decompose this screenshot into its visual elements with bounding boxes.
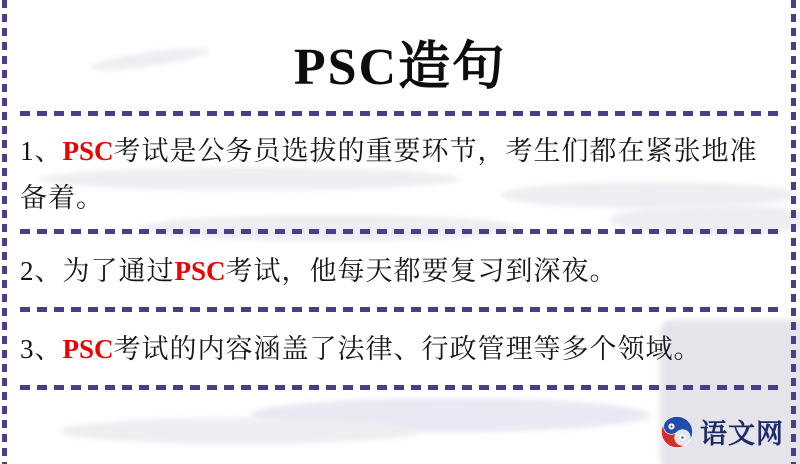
sentence-text: 考试是公务员选拔的重要环节，考生们都在紧张地准备着。	[20, 136, 758, 213]
sentence-number: 2、	[20, 256, 63, 286]
sentence-prefix: 为了通过	[62, 256, 175, 286]
sentence-text: 考试的内容涵盖了法律、行政管理等多个领域。	[113, 334, 702, 364]
divider-line	[20, 111, 780, 116]
example-sentence-1	[20, 128, 778, 222]
example-sentence-3	[20, 330, 778, 368]
divider-line	[20, 385, 780, 390]
example-sentence-2	[20, 252, 778, 290]
site-logo	[660, 412, 784, 451]
sentence-text: 考试，他每天都要复习到深夜。	[225, 256, 618, 286]
keyword-psc: PSC	[62, 334, 114, 364]
yin-yang-fish-icon	[660, 415, 694, 449]
page-title: PSC造句	[293, 39, 507, 96]
site-logo-label: 语文网	[700, 419, 784, 449]
background-watermark	[60, 418, 420, 444]
sentence-number: 3、	[20, 334, 63, 364]
divider-line	[20, 307, 780, 312]
divider-line	[20, 229, 780, 234]
keyword-psc: PSC	[174, 256, 226, 286]
keyword-psc: PSC	[62, 136, 114, 166]
sentence-number: 1、	[20, 136, 63, 166]
